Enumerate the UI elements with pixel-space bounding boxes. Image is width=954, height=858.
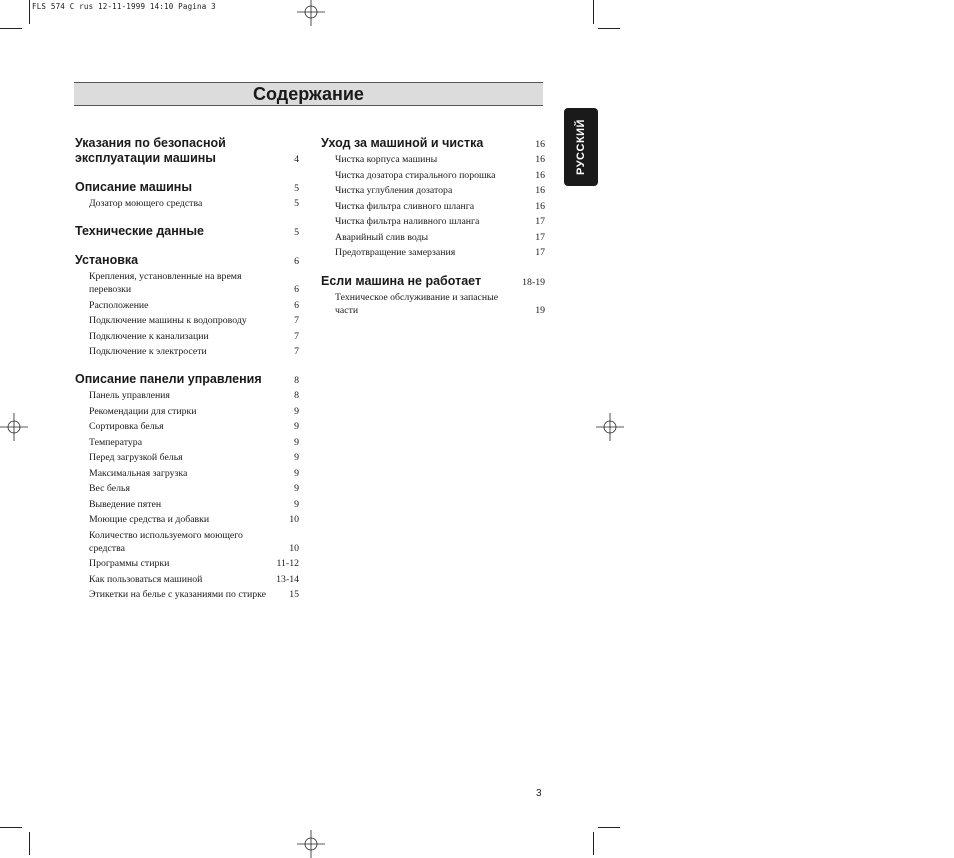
toc-page-number: 6 <box>294 299 299 311</box>
toc-page-number: 5 <box>294 227 299 238</box>
language-tab <box>564 108 598 186</box>
toc-section-title: Технические данные <box>75 224 204 238</box>
registration-mark-icon <box>596 413 624 441</box>
toc-right-column <box>321 136 545 317</box>
toc-entry <box>321 215 545 228</box>
toc-entry-label: Дозатор моющего средства <box>89 198 203 209</box>
toc-page-number: 17 <box>535 247 545 258</box>
toc-page-number: 17 <box>535 216 545 227</box>
toc-entry <box>75 588 299 601</box>
toc-entry-label: Крепления, установленные на время перевозки <box>89 271 242 295</box>
toc-entry-label: Температура <box>89 436 143 448</box>
toc-entry <box>321 184 545 197</box>
toc-entry-label: Аварийный слив воды <box>335 231 429 243</box>
page-number: 3 <box>536 788 542 799</box>
toc-section <box>321 274 545 289</box>
toc-entry-label: Выведение пятен <box>89 498 162 510</box>
toc-page-number: 8 <box>294 390 299 401</box>
toc-page-number: 7 <box>294 346 299 357</box>
crop-mark <box>29 832 30 855</box>
crop-mark <box>593 0 594 24</box>
toc-page-number: 11-12 <box>276 558 299 569</box>
toc-entry-label: Чистка углубления дозатора <box>335 185 453 196</box>
toc-page-number: 19 <box>535 305 545 316</box>
toc-section-title: Описание машины <box>75 180 193 194</box>
toc-page-number: 9 <box>294 421 299 432</box>
toc-page-number: 9 <box>294 483 299 494</box>
toc-entry-label: Как пользоваться машиной <box>89 573 203 585</box>
toc-page-number: 16 <box>535 139 545 150</box>
toc-page-number: 6 <box>294 284 299 295</box>
toc-entry <box>75 467 299 480</box>
crop-mark <box>29 0 30 24</box>
toc-entry-label: Программы стирки <box>89 558 170 569</box>
toc-entry-label: Подключение к электросети <box>89 346 207 357</box>
toc-entry-label: Сортировка белья <box>89 421 164 432</box>
toc-entry-label: Моющие средства и добавки <box>89 514 210 525</box>
registration-mark-icon <box>297 0 325 26</box>
toc-page-number: 16 <box>535 185 545 196</box>
toc-entry-label: Чистка корпуса машины <box>335 154 438 165</box>
crop-mark <box>593 832 594 855</box>
crop-mark <box>598 827 620 828</box>
toc-entry-label: Подключение машины к водопроводу <box>89 315 247 326</box>
toc-entry-label: Чистка дозатора стирального порошка <box>335 169 496 181</box>
toc-entry-label: Вес белья <box>89 483 130 494</box>
toc-section <box>75 224 299 239</box>
print-slug: FLS 574 C rus 12-11-1999 14:10 Pagina 3 <box>32 2 216 11</box>
registration-mark-icon <box>297 830 325 858</box>
toc-page-number: 7 <box>294 330 299 342</box>
toc-page-number: 8 <box>294 375 299 386</box>
toc-entry <box>75 557 299 570</box>
toc-section-title: Описание панели управления <box>75 372 262 386</box>
toc-page-number: 10 <box>289 542 299 554</box>
language-tab-label: РУССКИЙ <box>575 119 587 175</box>
toc-entry-label: Техническое обслуживание и запасные части <box>335 292 499 316</box>
toc-section <box>75 372 299 387</box>
toc-entry <box>75 314 299 327</box>
toc-page-number: 9 <box>294 436 299 448</box>
toc-section <box>75 180 299 195</box>
toc-page-number: 13-14 <box>276 573 299 585</box>
toc-entry-label: Подключение к канализации <box>89 330 209 342</box>
toc-page-number: 6 <box>294 256 299 267</box>
toc-entry <box>321 200 545 213</box>
toc-page-number: 16 <box>535 200 545 212</box>
toc-entry-label: Предотвращение замерзания <box>335 247 456 258</box>
toc-entry <box>75 197 299 210</box>
title-bar <box>74 82 543 106</box>
toc-page-number: 7 <box>294 315 299 326</box>
toc-page-number: 9 <box>294 452 299 463</box>
toc-section-title: Указания по безопасной эксплуатации машины <box>75 136 226 165</box>
toc-section-title: Установка <box>75 253 139 267</box>
toc-entry <box>321 231 545 244</box>
toc-entry <box>75 482 299 495</box>
toc-entry <box>321 291 545 317</box>
toc-page-number: 5 <box>294 198 299 209</box>
toc-section <box>75 136 299 166</box>
toc-entry <box>75 345 299 358</box>
toc-entry <box>321 169 545 182</box>
toc-section-title: Уход за машиной и чистка <box>321 136 484 150</box>
toc-entry-label: Перед загрузкой белья <box>89 452 183 463</box>
toc-entry <box>75 330 299 343</box>
toc-entry <box>75 436 299 449</box>
toc-entry-label: Количество используемого моющего средства <box>89 529 243 554</box>
toc-section <box>75 253 299 268</box>
crop-mark <box>598 28 620 29</box>
toc-section-title: Если машина не работает <box>321 274 482 288</box>
registration-mark-icon <box>0 413 28 441</box>
toc-page-number: 9 <box>294 498 299 510</box>
crop-mark <box>0 827 22 828</box>
toc-entry <box>321 153 545 166</box>
toc-entry-label: Максимальная загрузка <box>89 467 188 479</box>
toc-page-number: 18-19 <box>522 277 545 288</box>
toc-entry <box>75 498 299 511</box>
toc-entry <box>75 389 299 402</box>
crop-mark <box>0 28 22 29</box>
toc-entry <box>75 299 299 312</box>
toc-page-number: 16 <box>535 169 545 181</box>
toc-entry <box>75 420 299 433</box>
toc-entry-label: Расположение <box>89 299 149 311</box>
toc-section <box>321 136 545 151</box>
toc-page-number: 17 <box>535 231 545 243</box>
toc-entry <box>75 405 299 418</box>
toc-entry <box>321 246 545 259</box>
toc-entry-label: Чистка фильтра сливного шланга <box>335 200 475 212</box>
toc-entry <box>75 513 299 526</box>
toc-entry-label: Рекомендации для стирки <box>89 405 197 417</box>
toc-page-number: 10 <box>289 514 299 525</box>
toc-entry-label: Этикетки на белье с указаниями по стирке <box>89 589 266 600</box>
toc-page-number: 9 <box>294 467 299 479</box>
toc-entry <box>75 529 299 555</box>
toc-entry-label: Панель управления <box>89 390 170 401</box>
toc-entry-label: Чистка фильтра наливного шланга <box>335 216 480 227</box>
page-title: Содержание <box>253 84 364 104</box>
toc-entry <box>75 270 299 296</box>
toc-left-column <box>75 136 299 601</box>
toc-page-number: 9 <box>294 405 299 417</box>
toc-entry <box>75 451 299 464</box>
toc-entry <box>75 573 299 586</box>
toc-page-number: 5 <box>294 183 299 194</box>
toc-page-number: 4 <box>294 154 299 165</box>
toc-page-number: 16 <box>535 154 545 165</box>
toc-page-number: 15 <box>289 589 299 600</box>
